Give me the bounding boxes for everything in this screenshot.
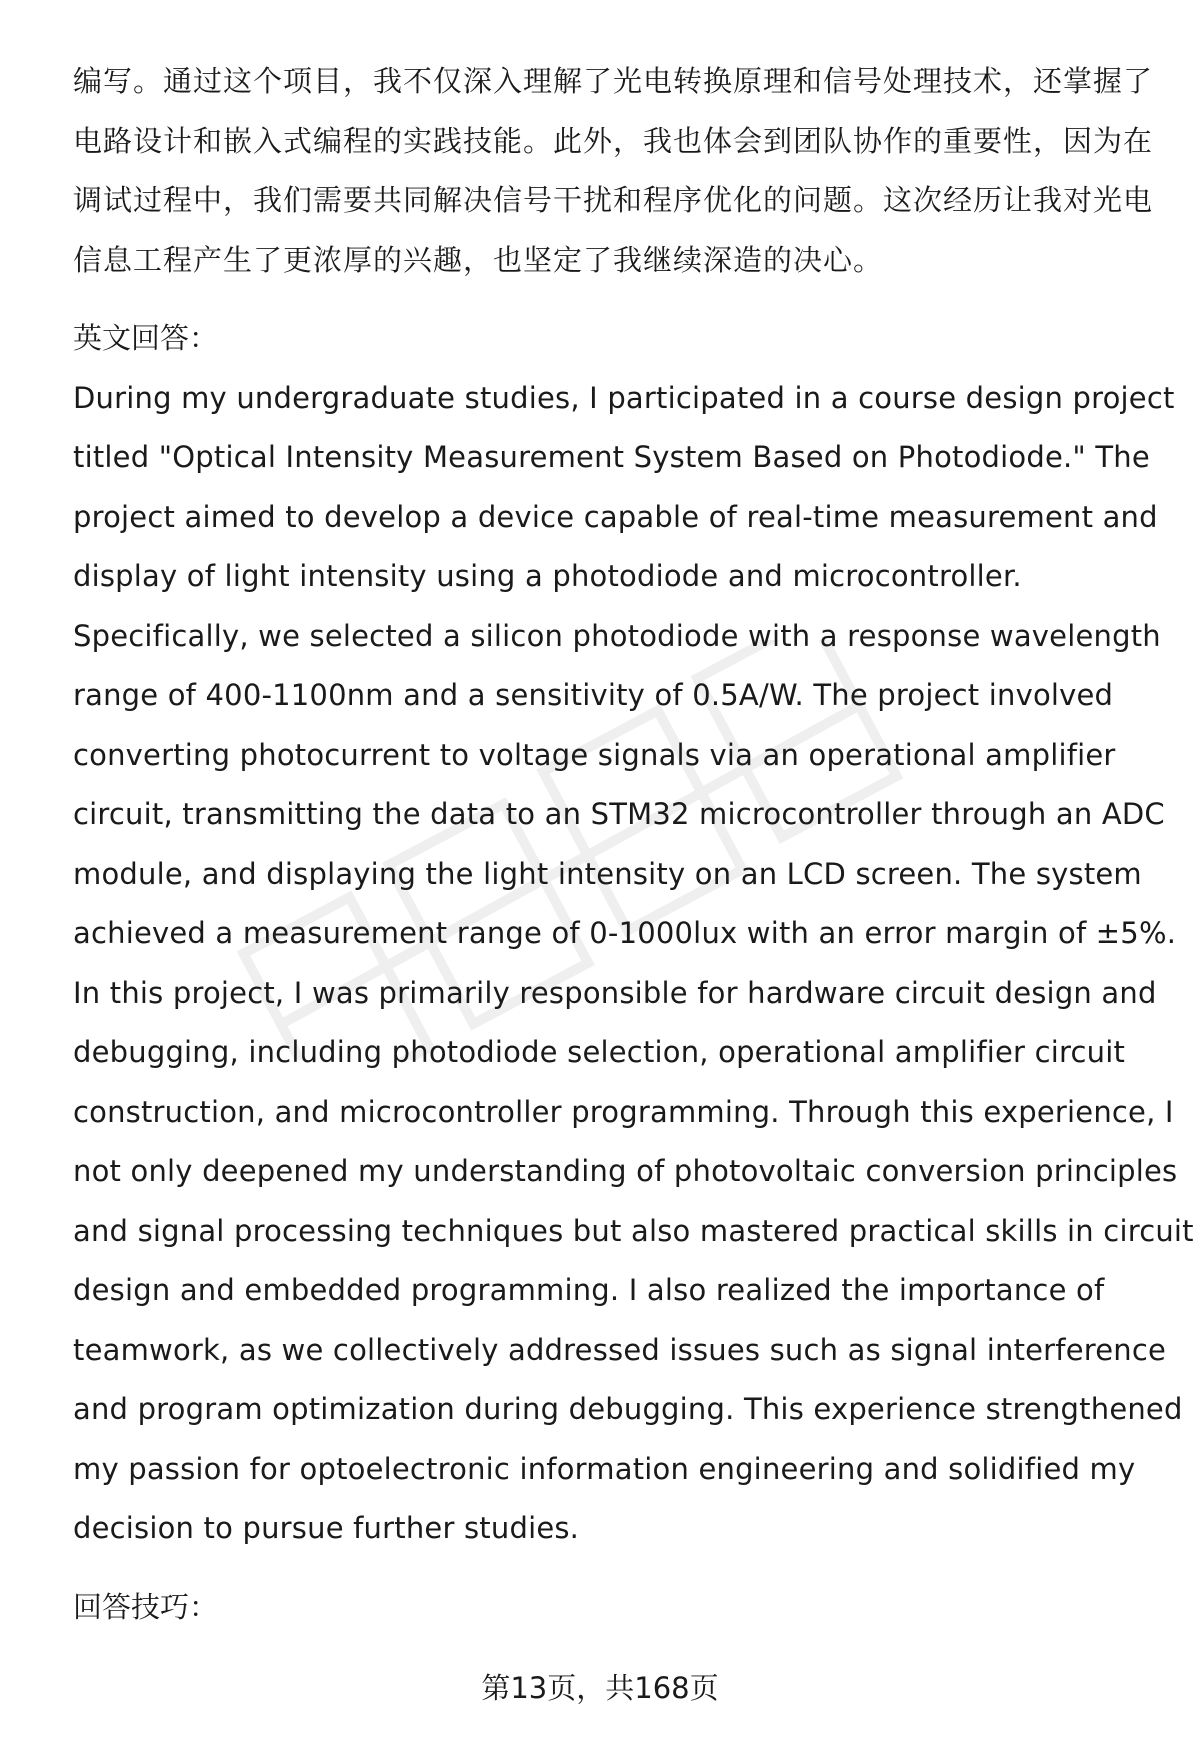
english-answer-line: and program optimization during debugging. This experience strengthened (73, 1392, 1183, 1426)
english-answer-line: In this project, I was primarily responsible for hardware circuit design and (73, 975, 1157, 1010)
english-answer-label: 英文回答： (73, 321, 219, 355)
english-answer-line: my passion for optoelectronic information engineering and solidified my (73, 1451, 1136, 1486)
english-answer-line: circuit, transmitting the data to an STM32 microcontroller through an ADC (73, 797, 1165, 831)
english-answer-line: construction, and microcontroller programming. Through this experience, I (73, 1094, 1174, 1129)
english-answer-line: decision to pursue further studies. (73, 1511, 580, 1545)
english-answer-line: achieved a measurement range of 0-1000lux with an error margin of ±5%. (73, 916, 1177, 950)
english-answer-line: range of 400-1100nm and a sensitivity of 0.5A/W. The project involved (73, 678, 1114, 712)
english-answer-line: module, and displaying the light intensity on an LCD screen. The system (73, 856, 1142, 891)
english-answer-line: During my undergraduate studies, I participated in a course design project (73, 380, 1175, 415)
page-number: 第13页，共168页 (481, 1671, 719, 1705)
english-answer-line: not only deepened my understanding of photovoltaic conversion principles (73, 1154, 1178, 1188)
page-content (73, 52, 1194, 1637)
answer-tips-label: 回答技巧： (73, 1589, 219, 1624)
english-answer-line: display of light intensity using a photodiode and microcontroller. (73, 559, 1022, 593)
chinese-paragraph-tail: 编写。通过这个项目，我不仅深入理解了光电转换原理和信号处理技术，还掌握了电路设计和嵌入式编程的实践技能。此外，我也体会到团队协作的重要性，因为在调试过程中，我们需要共同解决信号干扰和程序优化的问题。这次经历让我对光电信息工程产生了更浓厚的兴趣，也坚定了我继续深造的决心。 (73, 64, 1154, 277)
english-answer-line: project aimed to develop a device capable of real-time measurement and (73, 499, 1158, 534)
english-answer-line: and signal processing techniques but also mastered practical skills in circuit (73, 1213, 1194, 1248)
english-answer-line: Specifically, we selected a silicon photodiode with a response wavelength (73, 618, 1161, 653)
english-answer-line: titled "Optical Intensity Measurement System Based on Photodiode." The (73, 440, 1150, 474)
english-answer-paragraph (73, 369, 1194, 1559)
english-answer-line: teamwork, as we collectively addressed issues such as signal interference (73, 1332, 1167, 1367)
english-answer-line: design and embedded programming. I also realized the importance of (73, 1273, 1105, 1307)
english-answer-line: debugging, including photodiode selection, operational amplifier circuit (73, 1035, 1126, 1069)
english-answer-line: converting photocurrent to voltage signals via an operational amplifier (73, 737, 1116, 772)
